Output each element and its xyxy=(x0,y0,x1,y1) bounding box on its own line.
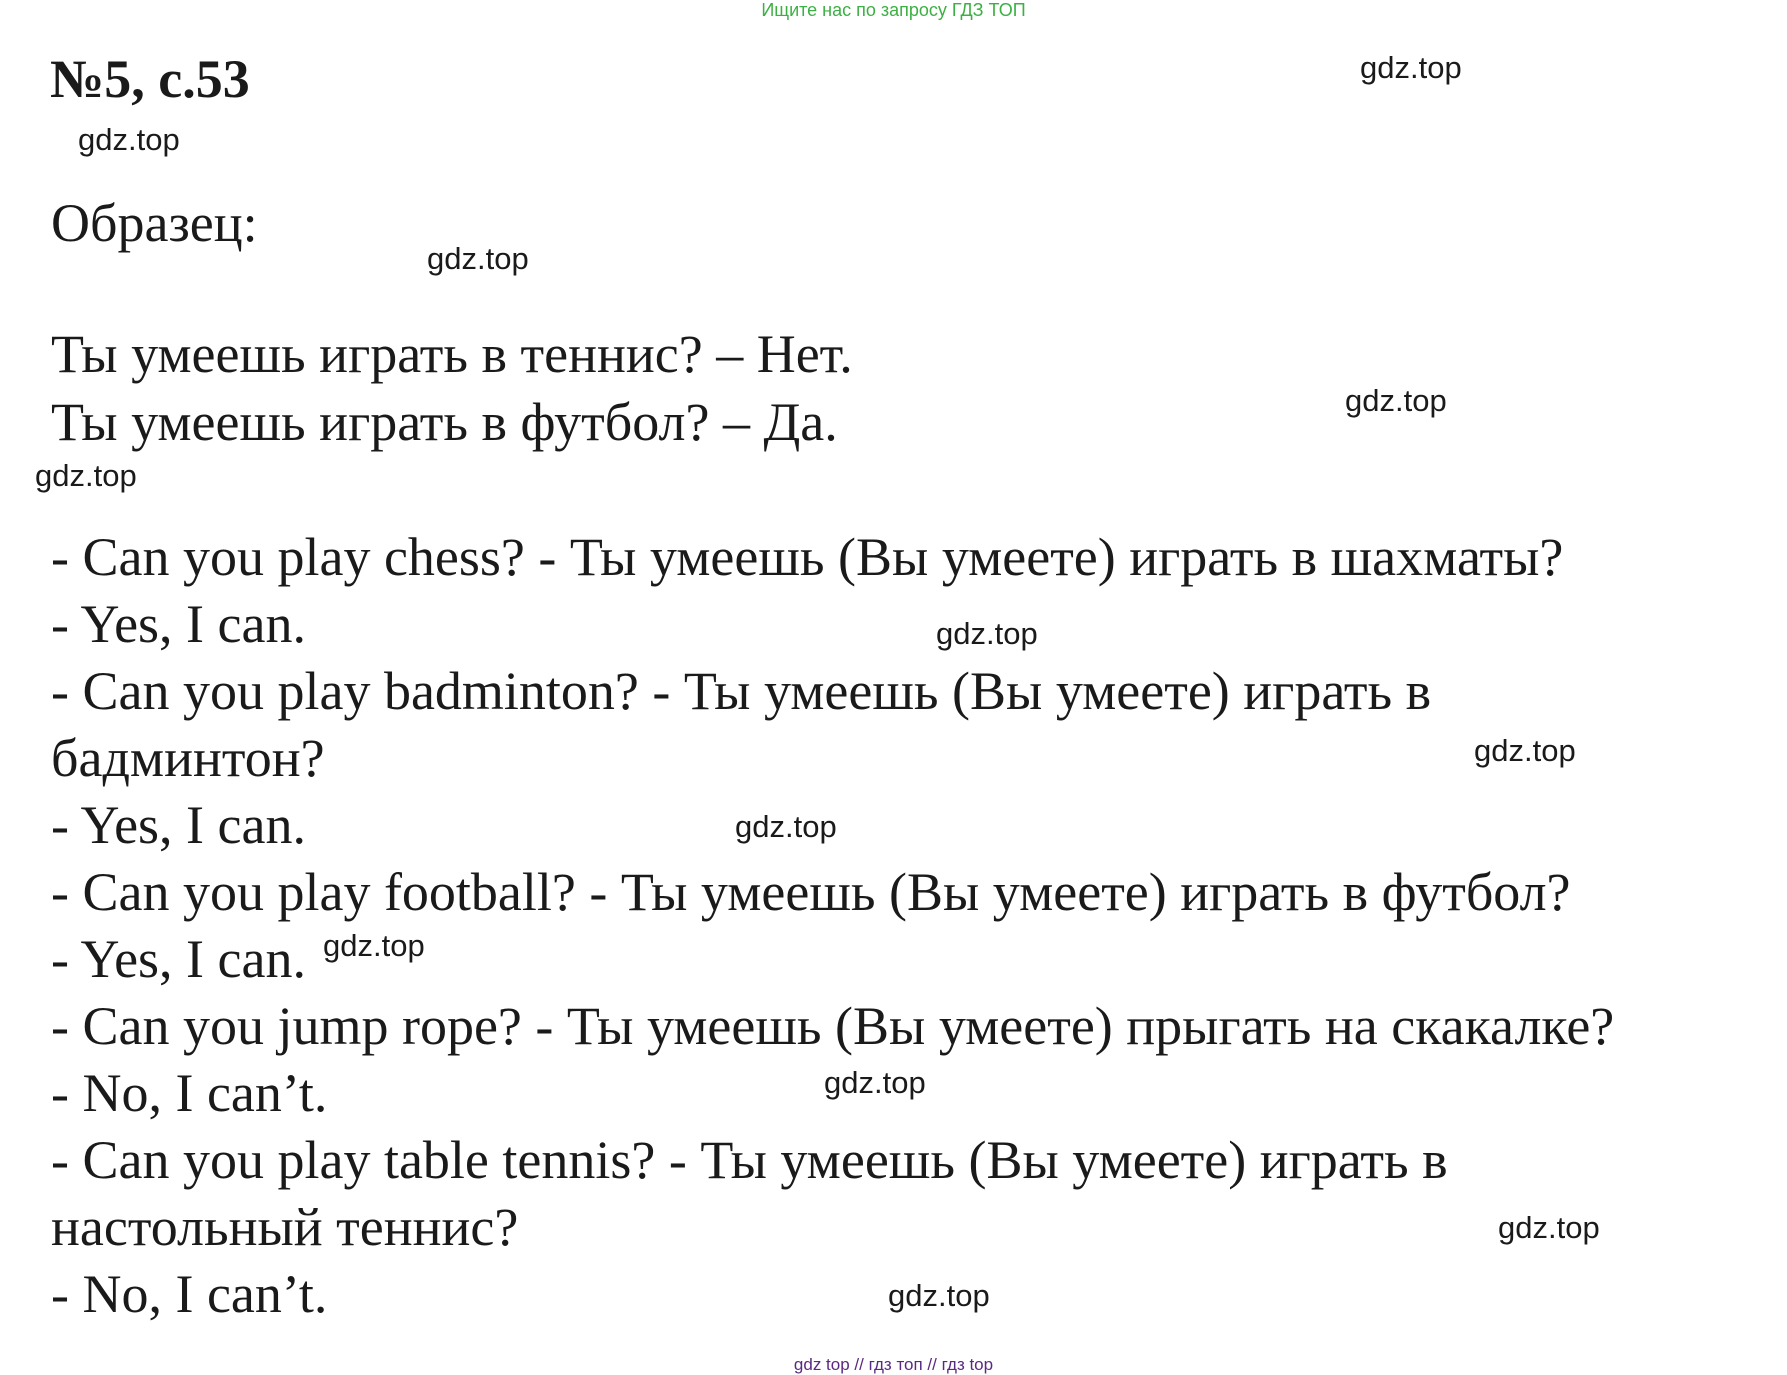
sample-label: Образец: xyxy=(51,193,258,253)
watermark: gdz.top xyxy=(1360,50,1462,85)
watermark: gdz.top xyxy=(888,1278,990,1313)
dialog-line: настольный теннис? xyxy=(51,1197,519,1257)
dialog-line: - Yes, I can. xyxy=(51,929,306,989)
watermark: gdz.top xyxy=(323,928,425,963)
top-banner[interactable]: Ищите нас по запросу ГДЗ ТОП xyxy=(761,0,1026,20)
watermark: gdz.top xyxy=(1498,1210,1600,1245)
watermark: gdz.top xyxy=(1474,733,1576,768)
dialog-line: бадминтон? xyxy=(51,728,325,788)
dialog-line: - Can you play chess? - Ты умеешь (Вы умеете) играть в шахматы? xyxy=(51,527,1564,587)
dialog-line: - Can you play table tennis? - Ты умеешь (Вы умеете) играть в xyxy=(51,1130,1448,1190)
sample-line: Ты умеешь играть в футбол? – Да. xyxy=(51,392,838,452)
dialog-line: - No, I can’t. xyxy=(51,1063,328,1123)
footer-links[interactable]: gdz top // гдз топ // гдз top xyxy=(793,1355,994,1374)
dialog-line: - No, I can’t. xyxy=(51,1264,328,1324)
exercise-heading: №5, с.53 xyxy=(50,49,250,109)
watermark: gdz.top xyxy=(936,616,1038,651)
watermark: gdz.top xyxy=(1345,383,1447,418)
watermark: gdz.top xyxy=(78,122,180,157)
watermark: gdz.top xyxy=(427,241,529,276)
dialog-line: - Can you play football? - Ты умеешь (Вы умеете) играть в футбол? xyxy=(51,862,1571,922)
dialog-line: - Can you play badminton? - Ты умеешь (Вы умеете) играть в xyxy=(51,661,1432,721)
dialog-line: - Yes, I can. xyxy=(51,795,306,855)
dialog-line: - Yes, I can. xyxy=(51,594,306,654)
dialog-line: - Can you jump rope? - Ты умеешь (Вы умеете) прыгать на скакалке? xyxy=(51,996,1615,1056)
watermark: gdz.top xyxy=(35,458,137,493)
watermark: gdz.top xyxy=(824,1065,926,1100)
watermark: gdz.top xyxy=(735,809,837,844)
sample-line: Ты умеешь играть в теннис? – Нет. xyxy=(51,324,853,384)
